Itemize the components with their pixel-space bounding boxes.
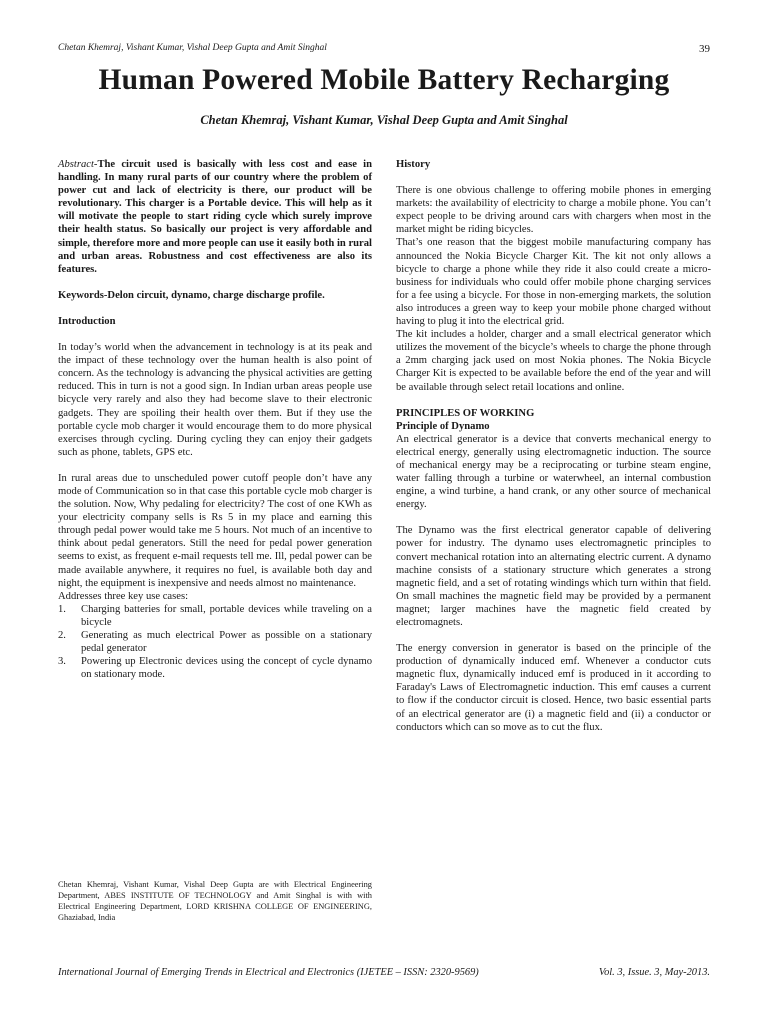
left-column: [58, 158, 372, 681]
dynamo-paragraph-2: The Dynamo was the first electrical generator capable of delivering power for industry. The dynamo uses electromagnetic principles to convert mechanical rotation into an alternating electric current. A dynamo machine consists of a stationary structure which generates a strong magnetic field, and a set of rotating windings which turn within that field. On small machines the magnetic field may be provided by a permanent magnet; larger machines have the magnetic field created by electromagnets.: [396, 525, 711, 628]
list-number: 2.: [58, 630, 66, 641]
dynamo-subheading: Principle of Dynamo: [396, 420, 490, 432]
dynamo-paragraph-3: The energy conversion in generator is based on the principle of the production of dynamically induced emf. Whenever a conductor cuts magnetic flux, dynamically induced emf is produced in it according to Faraday's Laws of Electromagnetic induction. This emf causes a current to flow if the conductor circuit is closed. Hence, two basic essential parts of an electrical generator are (i) a magnetic field and (ii) a conductor or conductors which can so move as to cut the flux.: [396, 643, 711, 733]
principles-heading: PRINCIPLES OF WORKING: [396, 407, 535, 419]
footer-issue: Vol. 3, Issue. 3, May-2013.: [598, 967, 710, 978]
keywords: Keywords-Delon circuit, dynamo, charge discharge profile.: [58, 289, 325, 301]
list-text: Charging batteries for small, portable devices while traveling on a bicycle: [81, 603, 372, 628]
history-paragraph-1: There is one obvious challenge to offering mobile phones in emerging markets: the availability of electricity to charge a mobile phone. You can’t expect people to be driving around cars with chargers when most in the market might be riding bicycles.: [396, 185, 711, 236]
list-item: [58, 629, 372, 655]
dynamo-paragraph-1: An electrical generator is a device that converts mechanical energy to electrical energy, generally using electromagnetic induction. The source of mechanical energy may be a reciprocating or turbine steam engine, water falling through a turbine or waterwheel, an internal combustion engine, a wind turbine, a hand crank, or any other source of mechanical energy.: [396, 433, 711, 511]
use-cases-intro: Addresses three key use cases:: [58, 590, 189, 602]
list-text: Generating as much electrical Power as possible on a stationary pedal generator: [81, 630, 372, 655]
paper-authors: Chetan Khemraj, Vishant Kumar, Vishal Deep Gupta and Amit Singhal: [200, 113, 568, 127]
history-paragraph-2: That’s one reason that the biggest mobile manufacturing company has announced the Nokia Bicycle Charger Kit. The kit not only allows a bicycle to charge a phone while they ride it also could create a micro-business for individuals who could offer mobile phone charging services for a fee using a bicycle. For those in non-emerging markets, the solution also introduces a green way to keep your mobile phone charged without having to plug it into the electrical grid.: [396, 237, 711, 328]
abstract-label: Abstract-: [58, 159, 98, 170]
use-case-list: [58, 603, 372, 682]
intro-paragraph-1: In today’s world when the advancement in technology is at its peak and the impact of these technology over the human health is also point of concern. As the technology is advancing the physical activities are getting reduced. This in turn is not a good sign. In Indian urban areas people use bicycle very rarely and also they had become slave to their electronic gadgets. They are spoiling their health over them. But if they use the portable cycle mob charger it would encourage them to do more physical exercises through cycling. During cycling they can enjoy their gadgets such as phone, tablets, GPS etc.: [58, 342, 372, 458]
author-affiliation-footnote: Chetan Khemraj, Vishant Kumar, Vishal Deep Gupta are with Electrical Engineering Department, ABES INSTITUTE OF TECHNOLOGY and Amit Singhal is with with Electrical Engineering Department, LORD KRISHNA COLLEGE OF ENGINEERING, Ghaziabad, India: [58, 880, 372, 922]
list-text: Powering up Electronic devices using the concept of cycle dynamo on stationary mode.: [81, 656, 372, 681]
abstract: [58, 158, 372, 276]
introduction-heading: Introduction: [58, 315, 116, 327]
list-item: [58, 603, 372, 629]
list-item: [58, 655, 372, 681]
list-number: 3.: [58, 656, 66, 668]
list-number: 1.: [58, 603, 66, 615]
page-number: 39: [699, 43, 710, 55]
intro-paragraph-2: In rural areas due to unscheduled power cutoff people don’t have any mode of Communication so in that case this portable cycle mob charger is the solution. Now, Why pedaling for electricity? The cost of one KWh as your electricity company sells is Rs 5 in my place and earning this through pedal power would take me 5 hours. Not much of an incentive to think about pedal generators. Still the need for pedal power generation seems to exist, as frequent e-mail requests tell me. Ill, pedal power can be made available anywhere, it requires no fuel, is available both day and night, the equipment is inexpensive and needs almost no maintenance.: [58, 472, 373, 589]
running-head: Chetan Khemraj, Vishant Kumar, Vishal Deep Gupta and Amit Singhal: [58, 43, 327, 53]
footer-journal: International Journal of Emerging Trends in Electrical and Electronics (IJETEE – ISSN: 2320-9569): [58, 967, 479, 978]
history-heading: History: [396, 159, 431, 170]
abstract-text: The circuit used is basically with less cost and ease in handling. In many rural parts of our country where the problem of power cut and lack of electricity is there, our product will be revolutionary. This charger is a Portable device. This will help as it will motivate the people to start riding cycle which surely improve their health status. So basically our project is very affordable and simple, therefore more and more people can use it easily both in rural and urban areas. Robustness and cost effectiveness are also its features.: [58, 159, 372, 275]
paper-title: Human Powered Mobile Battery Recharging: [98, 64, 670, 96]
history-paragraph-3: The kit includes a holder, charger and a small electrical generator which utilizes the movement of the bicycle’s wheels to charge the phone through a 2mm charging jack used on most Nokia phones. The Nokia Bicycle Charger Kit is expected to be available before the end of the year and will be available through select retail locations and online.: [396, 329, 711, 393]
right-column: [396, 158, 711, 734]
